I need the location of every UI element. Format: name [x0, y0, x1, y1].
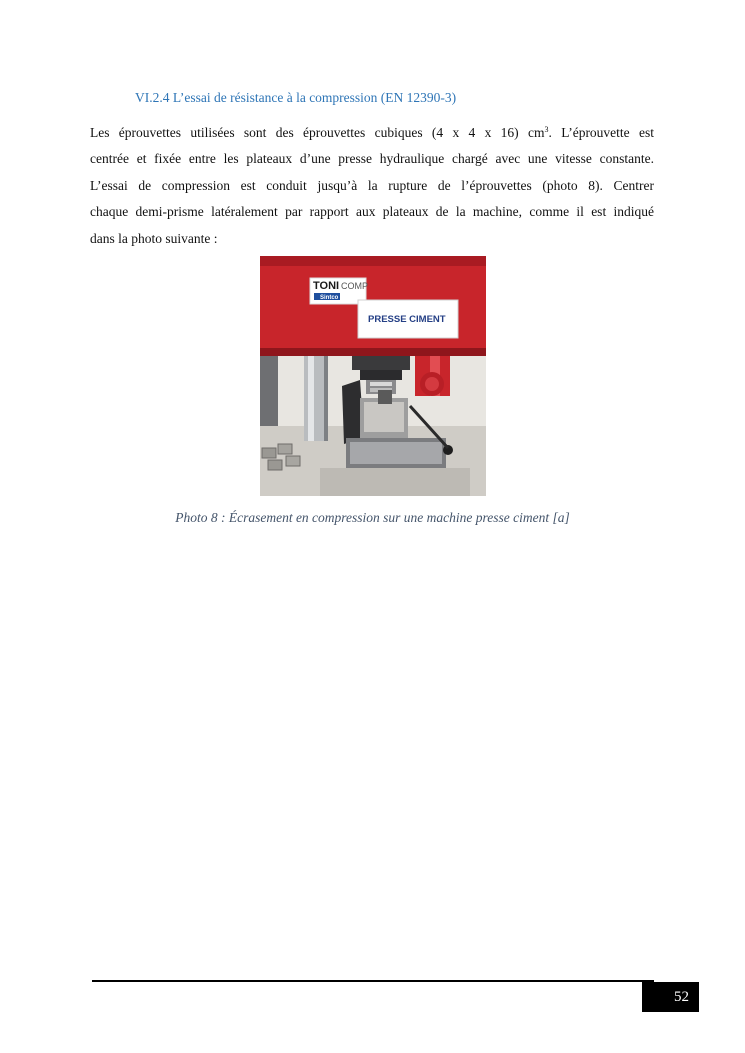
- body-paragraph: [90, 120, 654, 252]
- machine-label: PRESSE CIMENT: [368, 314, 446, 325]
- photo-caption: Photo 8 : Écrasement en compression sur une machine presse ciment [a]: [175, 510, 570, 525]
- paragraph-line-3: L’essai de compression est conduit jusqu’à la rupture de l’éprouvettes (photo 8). Centrer: [90, 177, 654, 193]
- section-heading: VI.2.4 L’essai de résistance à la compression (EN 12390-3): [135, 90, 457, 105]
- brand-logo-text: TONI: [313, 280, 340, 292]
- paragraph-line-1: [90, 120, 654, 146]
- compression-machine-photo: [260, 256, 486, 496]
- brand-logo-sub: COMP: [341, 281, 368, 291]
- page-number: 52: [642, 982, 699, 1012]
- line1-text: Les éprouvettes utilisées sont des éprouvettes cubiques (4 x 4 x 16) cm: [90, 125, 545, 140]
- line1-text-end: . L’éprouvette est: [548, 125, 654, 140]
- cubic-superscript: 3: [544, 125, 549, 134]
- paragraph-line-5: dans la photo suivante :: [90, 230, 218, 246]
- footer-rule: [92, 980, 654, 982]
- brand-partner-text: Sintco: [320, 295, 339, 301]
- paragraph-line-2: centrée et fixée entre les plateaux d’une presse hydraulique chargé avec une vitesse constante.: [90, 151, 654, 167]
- paragraph-line-4: chaque demi-prisme latéralement par rapport aux plateaux de la machine, comme il est indiqué: [90, 204, 654, 220]
